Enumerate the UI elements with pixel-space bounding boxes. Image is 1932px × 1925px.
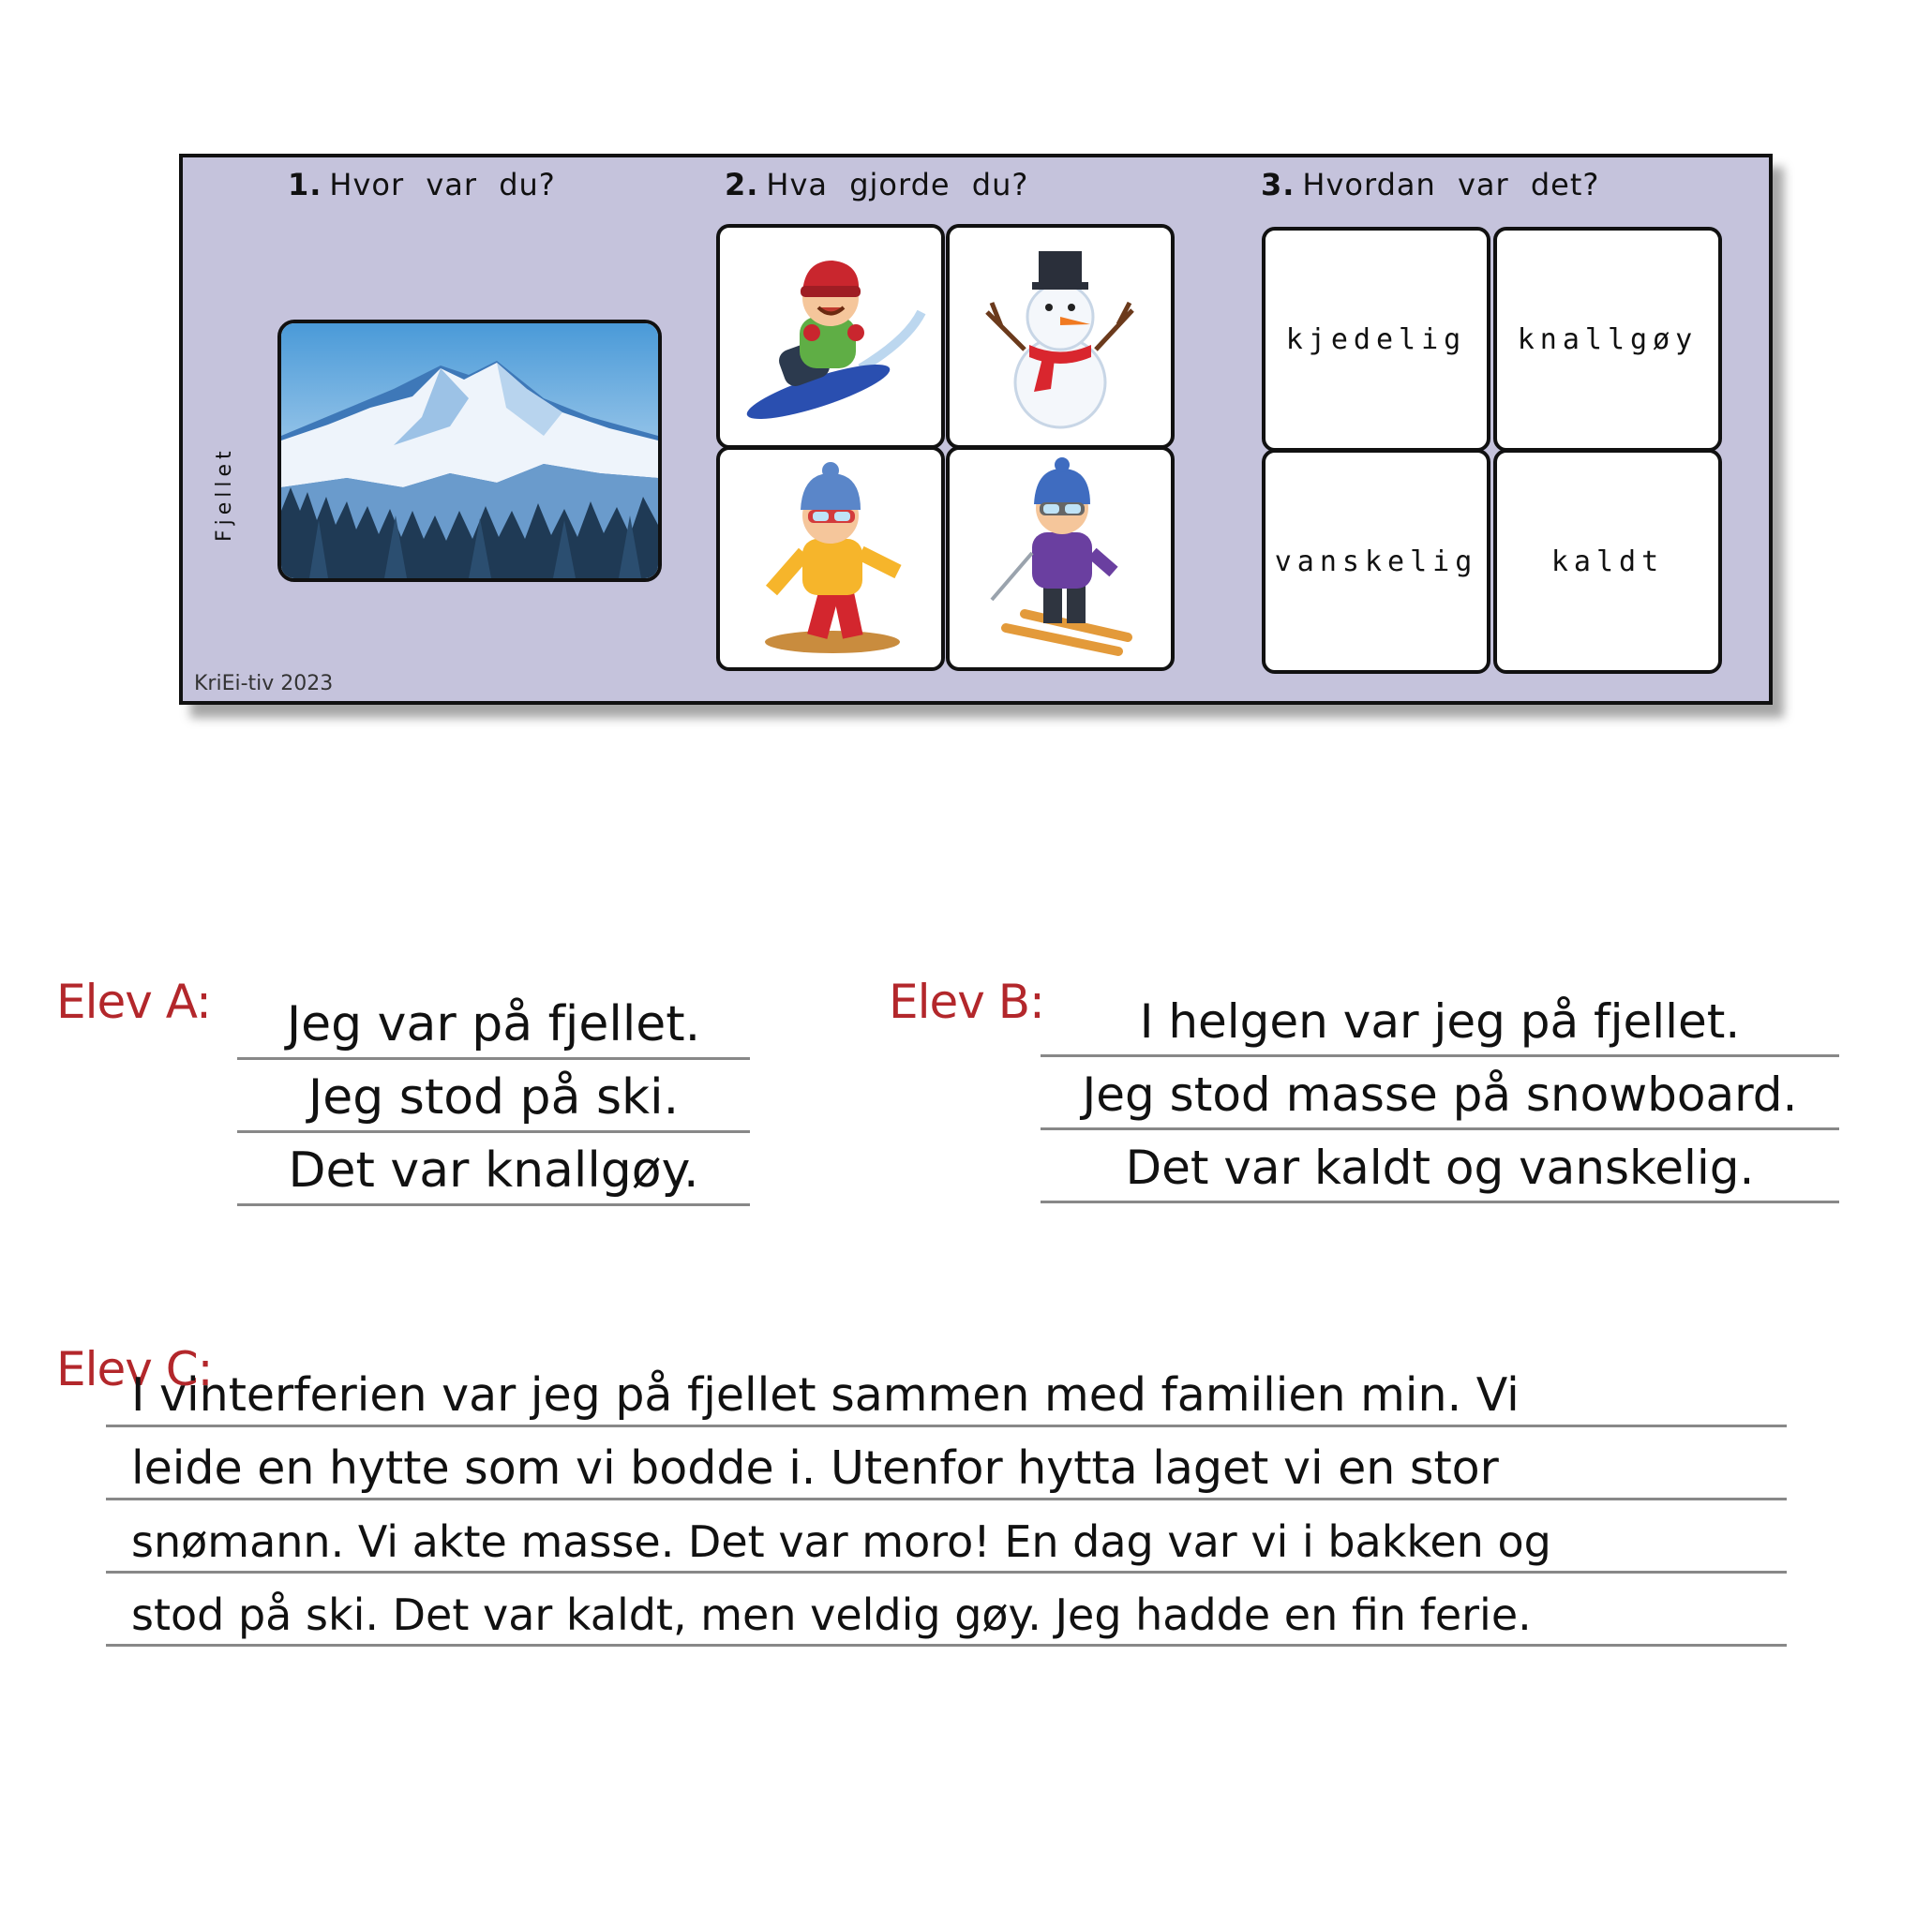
heading-text: Hva gjorde du?	[766, 167, 1029, 202]
student-c-line-1: I vinterferien var jeg på fjellet sammen med familien min. Vi	[106, 1362, 1787, 1427]
student-a-line-2: Jeg stod på ski.	[237, 1065, 750, 1133]
place-label: Fjellet	[213, 446, 236, 542]
snowboard-icon	[720, 450, 941, 667]
heading-where	[288, 167, 556, 202]
student-a-line-1: Jeg var på fjellet.	[237, 992, 750, 1060]
writing-frame-board	[179, 154, 1773, 705]
skiing-icon	[950, 450, 1171, 667]
credit-text: KriEi-tiv 2023	[194, 672, 334, 695]
student-b-line-3: Det var kaldt og vanskelig.	[1041, 1135, 1839, 1203]
student-a-label: Elev A:	[56, 975, 211, 1029]
activity-tile-snowboard[interactable]	[716, 446, 945, 671]
student-b-line-1: I helgen var jeg på fjellet.	[1041, 989, 1839, 1057]
activity-tile-skiing[interactable]	[946, 446, 1175, 671]
student-b-label: Elev B:	[889, 975, 1044, 1029]
heading-text: Hvordan var det?	[1302, 167, 1600, 202]
feeling-tile-knallgoy[interactable]: knallgøy	[1493, 227, 1722, 452]
snowman-icon	[950, 228, 1171, 445]
feeling-tile-vanskelig[interactable]: vanskelig	[1262, 449, 1490, 674]
heading-number: 1.	[288, 167, 322, 202]
feeling-tile-kjedelig[interactable]: kjedelig	[1262, 227, 1490, 452]
heading-number: 2.	[725, 167, 759, 202]
heading-how	[1261, 167, 1599, 202]
student-b-line-2: Jeg stod masse på snowboard.	[1041, 1062, 1839, 1130]
mountain-icon	[281, 323, 658, 578]
activity-tile-snowman[interactable]	[946, 224, 1175, 449]
mountain-image	[277, 320, 662, 582]
heading-number: 3.	[1261, 167, 1295, 202]
student-c-line-4: stod på ski. Det var kaldt, men veldig gøy. Jeg hadde en fin ferie.	[106, 1581, 1787, 1647]
feeling-tile-kaldt[interactable]: kaldt	[1493, 449, 1722, 674]
activity-tile-sledding[interactable]	[716, 224, 945, 449]
student-c-line-3: snømann. Vi akte masse. Det var moro! En dag var vi i bakken og	[106, 1508, 1787, 1574]
student-a-line-3: Det var knallgøy.	[237, 1138, 750, 1206]
heading-what	[725, 167, 1028, 202]
heading-text: Hvor var du?	[329, 167, 556, 202]
student-c-label: Elev C:	[56, 1342, 213, 1396]
sledding-icon	[720, 228, 941, 445]
student-c-line-2: leide en hytte som vi bodde i. Utenfor hytta laget vi en stor	[106, 1435, 1787, 1500]
